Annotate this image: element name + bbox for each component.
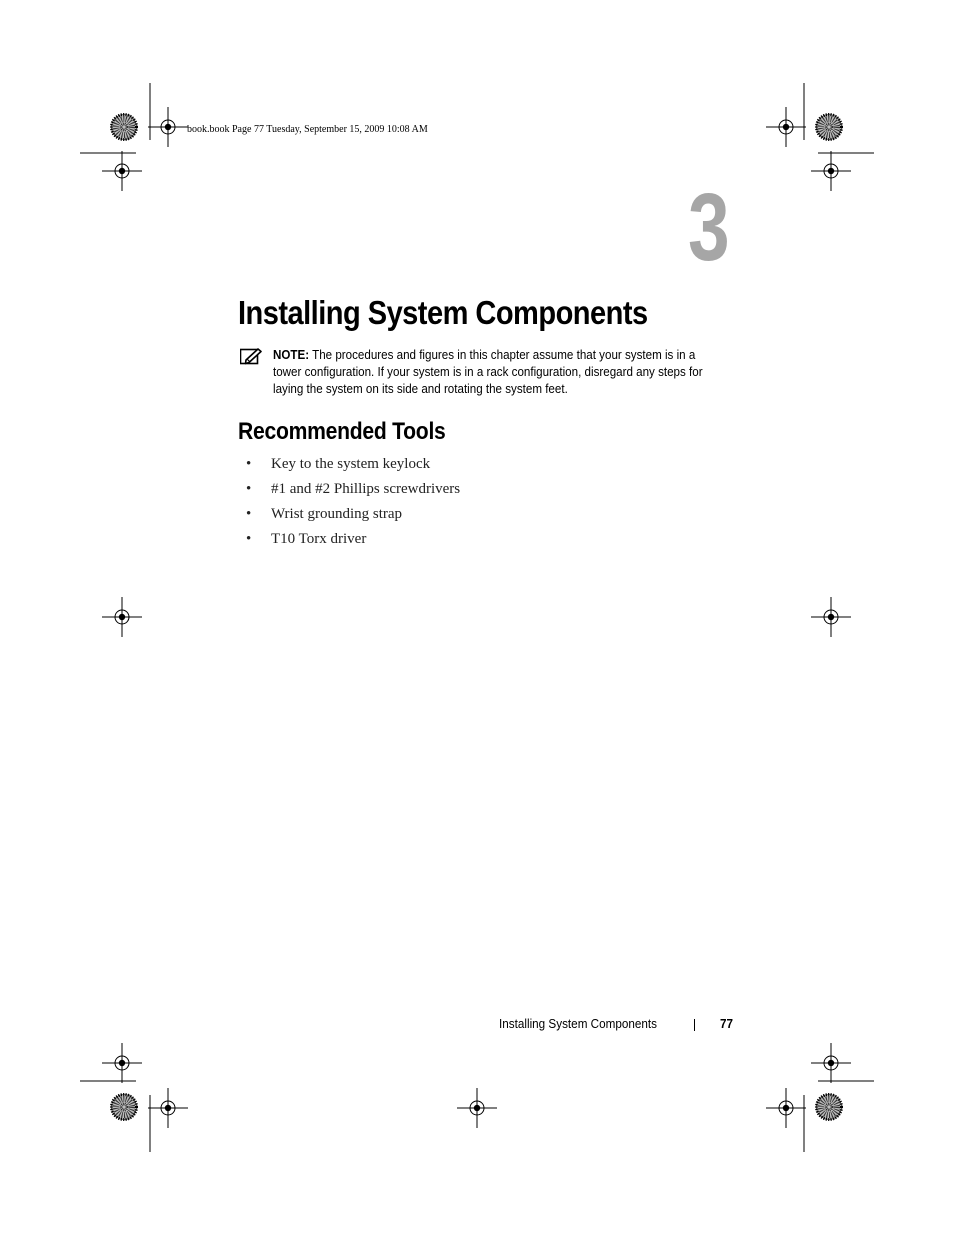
list-item-text: Key to the system keylock bbox=[271, 456, 431, 472]
note-label: NOTE: bbox=[273, 347, 310, 362]
list-item-text: T10 Torx driver bbox=[271, 531, 367, 547]
starburst-marks bbox=[112, 115, 842, 1120]
list-item-text: Wrist grounding strap bbox=[271, 506, 403, 522]
bullet: • bbox=[246, 481, 252, 497]
bullet: • bbox=[246, 456, 252, 472]
list-item-text: #1 and #2 Phillips screwdrivers bbox=[271, 481, 461, 497]
registration-marks bbox=[102, 107, 851, 1128]
chapter-number: 3 bbox=[688, 174, 730, 281]
print-slug: book.book Page 77 Tuesday, September 15, 2009 10:08 AM bbox=[187, 124, 428, 135]
page-number: 77 bbox=[720, 1016, 734, 1031]
footer-divider bbox=[694, 1019, 695, 1031]
pencil-note-icon bbox=[240, 347, 262, 365]
footer-chapter-title: Installing System Components bbox=[499, 1016, 658, 1031]
bullet: • bbox=[246, 506, 252, 522]
note-body: The procedures and figures in this chapter assume that your system is in a tower configuration. If your system is in a rack configuration, disregard any steps for laying the system on its side and rotating the system feet. bbox=[273, 347, 703, 396]
crop-marks bbox=[80, 83, 874, 1152]
section-heading: Recommended Tools bbox=[238, 418, 446, 445]
bullet: • bbox=[246, 531, 252, 547]
chapter-title: Installing System Components bbox=[238, 294, 648, 331]
note-text bbox=[273, 346, 713, 397]
